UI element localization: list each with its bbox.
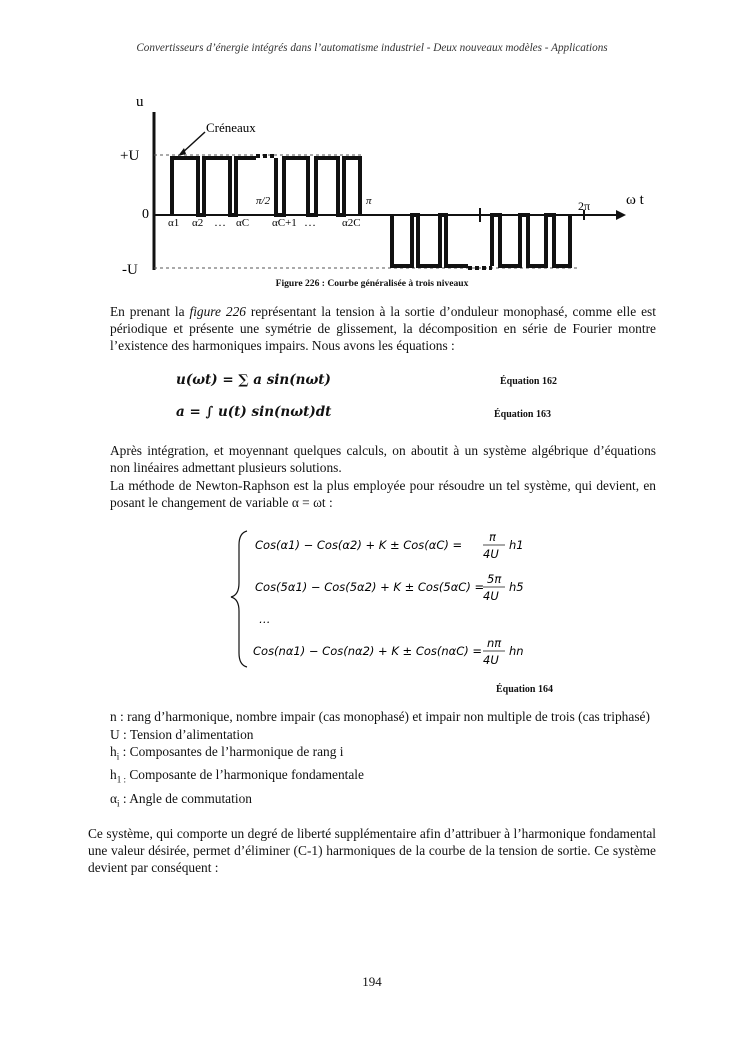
plus-u-label: +U <box>120 148 140 164</box>
u-axis-label: u <box>136 94 144 110</box>
running-header: Convertisseurs d’énergie intégrés dans l’automatisme industriel - Deux nouveaux modèles - Applications <box>136 42 608 54</box>
alpha2-label: α2 <box>192 217 204 229</box>
time-axis-arrow <box>616 210 626 220</box>
alpha1-label: α1 <box>168 217 180 229</box>
alphac1-label: αC+1 <box>272 217 297 229</box>
definitions-list <box>110 708 656 813</box>
figure-caption: Figure 226 : Courbe généralisée à trois niveaux <box>275 278 469 289</box>
system-row-4-h: hn <box>509 644 524 658</box>
system-row-3: … <box>259 612 271 626</box>
omega-t-label: ω t <box>626 192 644 208</box>
system-row-4-numerator: nπ <box>487 636 502 650</box>
alphac-label: αC <box>236 217 250 229</box>
def-h1: $h_{1 :}$ Composante de l’harmonique fondamentale <box>110 767 364 786</box>
def-hi: $h_i$ : Composantes de l’harmonique de rang i <box>110 744 344 762</box>
equation-162-label: Équation 162 <box>500 376 557 387</box>
equation-164-label: Équation 164 <box>496 684 553 695</box>
pi-label: π <box>366 195 372 207</box>
equation-162: u(ωt) = ∑ a sin(nωt) <box>176 372 331 388</box>
system-brace <box>231 531 247 667</box>
def-u: U : Tension d’alimentation <box>110 726 254 742</box>
positive-pulses <box>172 158 256 215</box>
waveform-figure <box>108 92 668 282</box>
pi-half-label: π/2 <box>256 195 271 207</box>
system-row-2-denominator: 4U <box>483 589 499 603</box>
zero-label: 0 <box>142 207 149 222</box>
def-alpha: $\alpha_i$ : Angle de commutation <box>110 790 252 809</box>
system-row-1-h: h1 <box>509 538 524 552</box>
page-number: 194 <box>362 974 382 989</box>
system-row-2-numerator: 5π <box>487 572 502 586</box>
dots2-label: … <box>304 215 316 229</box>
equation-163-label: Équation 163 <box>494 409 551 420</box>
def-n: n : rang d’harmonique, nombre impair (cas monophasé) et impair non multiple de trois (cas triphasé) <box>110 709 650 724</box>
paragraph-conclusion: Ce système, qui comporte un degré de liberté supplémentaire afin d’attribuer à l’harmonique fondamental une valeur désirée, permet d’éliminer (C-1) harmoniques de la courbe de la tension de sortie. Ce système devient par conséquent : <box>88 826 656 876</box>
system-row-1-numerator: π <box>489 530 496 544</box>
system-row-2-h: h5 <box>509 580 524 594</box>
system-row-1: Cos(α1) − Cos(α2) + K ± Cos(αC) = <box>255 538 463 552</box>
negative-pulses-end <box>492 215 570 266</box>
equation-system <box>225 525 555 675</box>
two-pi-label: 2π <box>578 199 591 213</box>
system-row-4: Cos(nα1) − Cos(nα2) + K ± Cos(nαC) = <box>253 644 483 658</box>
system-row-1-denominator: 4U <box>483 547 499 561</box>
paragraph-intro: En prenant la figure 226 représentant la tension à la sortie d’onduleur monophasé, comme elle est périodique et présente une symétrie de glissement, la décomposition en série de Fourier montre l’existence des harmoniques impairs. Nous avons les équations : <box>110 304 656 354</box>
paragraph-newton: La méthode de Newton-Raphson est la plus employée pour résoudre un tel système, qui devient, en posant le changement de variable α = ωt : <box>110 478 656 511</box>
system-row-2: Cos(5α1) − Cos(5α2) + K ± Cos(5αC) = <box>255 580 485 594</box>
equation-163: a = ∫ u(t) sin(nωt)dt <box>176 404 332 420</box>
positive-pulses-end <box>276 158 360 215</box>
paragraph-integration: Après intégration, et moyennant quelques calculs, on aboutit à un système algébrique d’équations non linéaires admettant plusieurs solutions. <box>110 443 656 476</box>
creneaux-label: Créneaux <box>206 120 256 135</box>
system-row-4-denominator: 4U <box>483 653 499 667</box>
alpha2c-label: α2C <box>342 217 361 229</box>
minus-u-label: -U <box>122 262 138 278</box>
negative-pulses <box>392 215 468 266</box>
dots1-label: … <box>214 215 226 229</box>
